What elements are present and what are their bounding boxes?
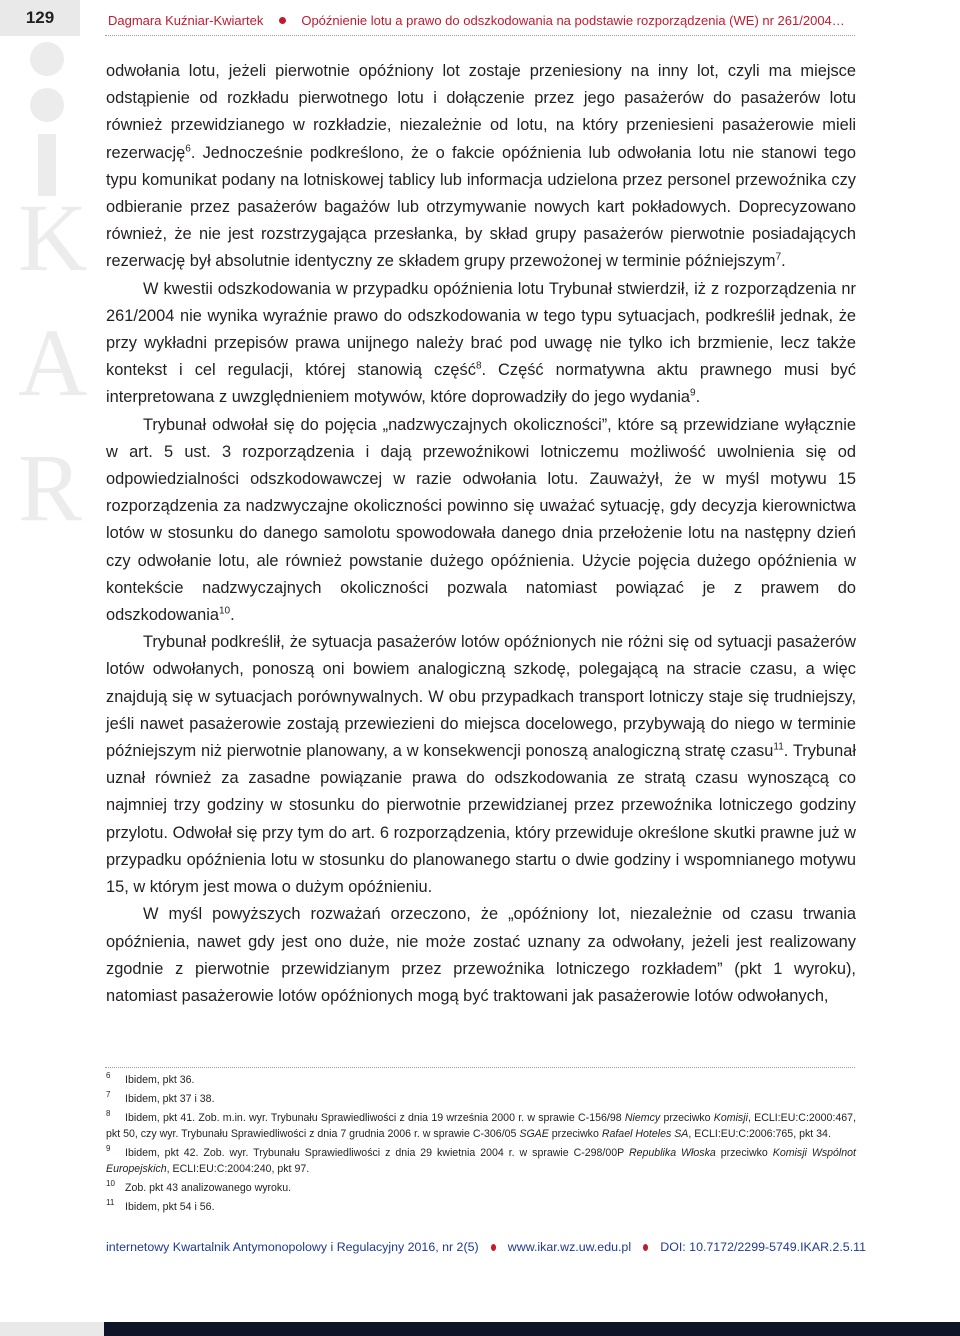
footnote-ref[interactable]: 7 xyxy=(775,251,782,263)
article-body xyxy=(106,58,856,1010)
bottom-bar xyxy=(0,1322,960,1336)
footnote-ref[interactable]: 9 xyxy=(690,387,696,399)
logo-letter-a: A xyxy=(18,309,88,416)
bullet-dot-icon xyxy=(643,1244,648,1251)
footer-journal: internetowy Kwartalnik Antymonopolowy i Regulacyjny 2016, nr 2(5) xyxy=(106,1240,479,1254)
footnote-divider xyxy=(105,1067,855,1068)
footer-website-link[interactable]: www.ikar.wz.uw.edu.pl xyxy=(507,1240,632,1254)
logo-dot-icon xyxy=(30,88,64,122)
footnote: 7 Ibidem, pkt 37 i 38. xyxy=(106,1090,215,1105)
logo-dot-icon xyxy=(30,42,64,76)
footnote-ref[interactable]: 11 xyxy=(773,741,784,753)
footnote-ref[interactable]: 10 xyxy=(219,605,231,617)
footnotes xyxy=(106,1072,856,1218)
paragraph: odwołania lotu, jeżeli pierwotnie opóźniony lot zostaje przeniesiony na inny lot, czyli ma miejsce odstąpienie od rozkładu pierwotnego lotu i dołączenie przez jego pasażerów do pasażerów lotu również przewidzianego w rozkładzie, niezależnie od lotu, na który przeniesieni pasażerowie mieli rezerwację$^6$. Jednocześnie podkreślono, że o fakcie opóźnienia lub odwołania lotu nie stanowi tego typu komunikat podany na lotniskowej tablicy lub informacja udzielona przez personel przewoźnika czy odbieranie przez pasażerów bagażów lub otrzymywanie nowych kart pokładowych. Doprecyzowano również, że nie jest rozstrzygająca przesłanka, by skład grupy pasażerów pierwotnie posiadających rezerwację był absolutnie identyczny ze składem grupy przewożonej w terminie późniejszym$^7$. xyxy=(106,62,856,271)
paragraph: W kwestii odszkodowania w przypadku opóźnienia lotu Trybunał stwierdził, iż z rozporządzenia nr 261/2004 nie wynika wyraźnie prawo do odszkodowania w tego typu sytuacjach, podkreślił jednak, że przy wykładni przepisów prawa unijnego należy brać pod uwagę nie tylko ich brzmienie, lecz także kontekst i cel regulacji, której stanowią część$^8$. Część normatywna aktu prawnego musi być interpretowana z uwzględnieniem motywów, które doprowadziły do jego wydania$^9$. xyxy=(106,279,856,407)
footnote: 9 Ibidem, pkt 42. Zob. wyr. Trybunału Sprawiedliwości z dnia 29 kwietnia 2004 r. w sprawie C-298/00P Republika Włoska przeciwko Komisji Wspólnot Europejskich, ECLI:EU:C:2004:240, pkt 97. xyxy=(106,1144,857,1175)
logo-letter-r: R xyxy=(18,434,83,541)
footer-doi[interactable]: DOI: 10.7172/2299-5749.IKAR.2.5.11 xyxy=(660,1240,866,1254)
footnote: 6 Ibidem, pkt 36. xyxy=(106,1071,195,1086)
footnote: 8 Ibidem, pkt 41. Zob. m.in. wyr. Trybunału Sprawiedliwości z dnia 19 września 2000 r. w sprawie C-156/98 Niemcy przeciwko Komisji, ECLI:EU:C:2000:467, pkt 50, czy wyr. Trybunału Sprawiedliwości z dnia 7 grudnia 2006 r. w sprawie C-306/05 SGAE przeciwko Rafael Hoteles SA, ECLI:EU:C:2006:765, pkt 34. xyxy=(106,1109,857,1140)
paragraph: Trybunał podkreślił, że sytuacja pasażerów lotów opóźnionych nie różni się od sytuacji pasażerów lotów odwołanych, ponoszą oni bowiem analogiczną szkodę, polegającą na stracie czasu, a więc znajdują się w sytuacjach porównywalnych. W obu przypadkach transport lotniczy staje się trudniejszy, jeśli nawet pasażerowie zostają przewiezieni do miejsca docelowego, przybywają do niego w terminie późniejszym niż pierwotnie planowany, a w konsekwencji ponoszą analogiczną stratę czasu$^{11}$. Trybunał uznał również za zasadne powiązanie prawa do odszkodowania ze stratą czasu wynoszącą co najmniej trzy godziny w stosunku do pierwotnie przewidzianej przez przewoźnika lotniczego godziny przylotu. Odwołał się przy tym do art. 6 rozporządzenia, który przewiduje określone skutki prawne już w przypadku opóźnienia lotu w stosunku do planowanego startu o dwie godziny i wspomnianego motywu 15, w którym jest mowa o dużym opóźnieniu. xyxy=(106,633,856,897)
logo-letter-k: K xyxy=(18,184,88,291)
footnote-ref[interactable]: 6 xyxy=(185,143,191,155)
header-divider xyxy=(105,35,855,36)
page-number: 129 xyxy=(0,0,80,36)
paragraph: Trybunał odwołał się do pojęcia „nadzwyczajnych okoliczności”, które są przewidziane wyłącznie w art. 5 ust. 3 rozporządzenia i dają przewoźnikowi lotniczemu możliwość uwolnienia się od odpowiedzialności odszkodowawczej w razie odwołania lotu. Zauważył, że w myśl motywu 15 rozporządzenia za nadzwyczajne okoliczności powinno się uważać sytuację, gdy decyzja kierownictwa lotów w stosunku do danego samolotu spowodowała danego dnia przełożenie lotu na następny dzień czy odwołanie lotu, ale również powstanie dużego opóźnienia. Użycie pojęcia dużego opóźnienia w kontekście nadzwyczajnych okoliczności pozwala natomiast powiązać je z prawem do odszkodowania$^{10}$. xyxy=(106,415,856,625)
footnote: 11 Ibidem, pkt 54 i 56. xyxy=(106,1198,215,1213)
bullet-dot-icon xyxy=(491,1244,496,1251)
footnote: 10 Zob. pkt 43 analizowanego wyroku. xyxy=(106,1179,292,1194)
header-author: Dagmara Kuźniar-Kwiartek xyxy=(108,12,264,28)
header-title: Opóźnienie lotu a prawo do odszkodowania na podstawie rozporządzenia (WE) nr 261/2004… xyxy=(301,12,845,28)
footnote-ref[interactable]: 8 xyxy=(475,360,482,372)
bullet-dot-icon xyxy=(279,17,286,24)
running-header xyxy=(108,11,868,29)
bottom-bar-accent xyxy=(0,1322,104,1336)
running-footer xyxy=(106,1238,866,1256)
paragraph: W myśl powyższych rozważań orzeczono, że „opóźniony lot, niezależnie od czasu trwania opóźnienia, nawet gdy jest ono duże, nie może zostać uznany za odwołany, jeżeli jest realizowany zgodnie z pierwotnie przewidzianym przez przewoźnika lotniczego rozkładem” (pkt 1 wyroku), natomiast pasażerowie lotów opóźnionych mogą być traktowani jak pasażerowie lotów odwołanych, xyxy=(106,905,856,1005)
